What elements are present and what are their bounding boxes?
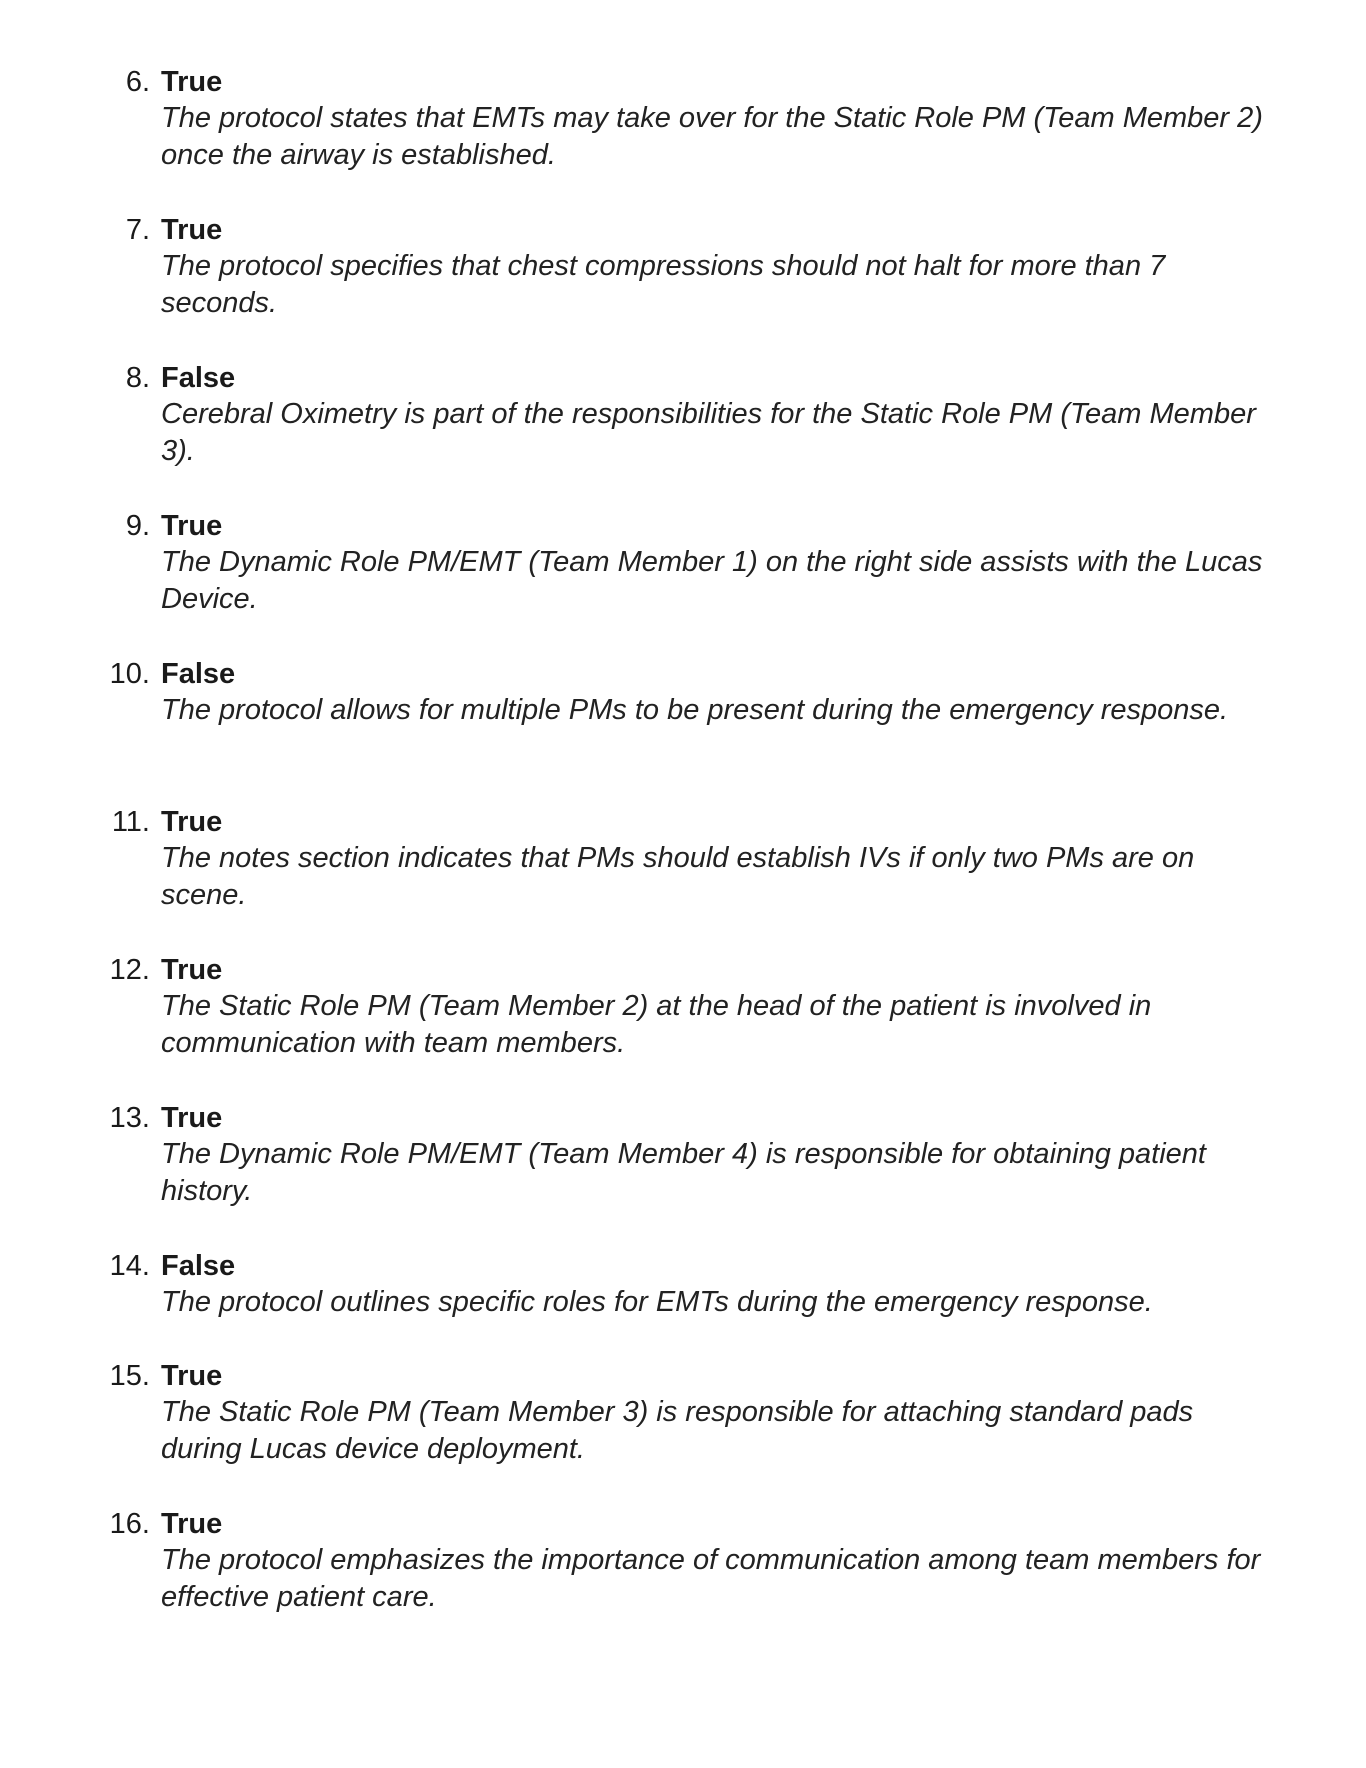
item-explanation: Cerebral Oximetry is part of the responsibilities for the Static Role PM (Team Member 3).: [161, 398, 1256, 467]
item-answer: True: [161, 510, 223, 542]
item-explanation: The protocol emphasizes the importance of communication among team members for effective patient care.: [161, 1544, 1261, 1613]
item-number: 14.: [109, 1250, 150, 1282]
item-number: 8.: [125, 362, 150, 394]
item-number: 12.: [109, 954, 150, 986]
item-explanation: The Dynamic Role PM/EMT (Team Member 4) is responsible for obtaining patient history.: [161, 1138, 1206, 1207]
item-answer: True: [161, 1508, 223, 1540]
item-answer: False: [161, 362, 236, 394]
item-explanation: The protocol specifies that chest compressions should not halt for more than 7 seconds.: [161, 250, 1166, 319]
item-number: 13.: [109, 1102, 150, 1134]
item-answer: False: [161, 1250, 236, 1282]
item-number: 7.: [125, 214, 150, 246]
item-answer: False: [161, 658, 236, 690]
item-number: 9.: [125, 510, 150, 542]
item-number: 11.: [111, 806, 150, 838]
item-number: 10.: [109, 658, 150, 690]
item-explanation: The Static Role PM (Team Member 2) at the head of the patient is involved in communication with team members.: [161, 990, 1152, 1059]
item-answer: True: [161, 1102, 223, 1134]
item-number: 16.: [109, 1508, 150, 1540]
item-number: 6.: [125, 66, 150, 98]
item-answer: True: [161, 954, 223, 986]
item-explanation: The protocol allows for multiple PMs to be present during the emergency response.: [161, 694, 1229, 726]
item-explanation: The protocol states that EMTs may take over for the Static Role PM (Team Member 2) once the airway is established.: [161, 102, 1263, 171]
item-explanation: The protocol outlines specific roles for EMTs during the emergency response.: [161, 1286, 1153, 1318]
item-explanation: The Dynamic Role PM/EMT (Team Member 1) on the right side assists with the Lucas Device.: [161, 546, 1263, 615]
item-answer: True: [161, 214, 223, 246]
item-answer: True: [161, 66, 223, 98]
item-explanation: The notes section indicates that PMs should establish IVs if only two PMs are on scene.: [161, 842, 1195, 911]
item-answer: True: [161, 806, 223, 838]
item-number: 15.: [109, 1360, 150, 1392]
item-explanation: The Static Role PM (Team Member 3) is responsible for attaching standard pads during Lucas device deployment.: [161, 1396, 1194, 1465]
item-answer: True: [161, 1360, 223, 1392]
